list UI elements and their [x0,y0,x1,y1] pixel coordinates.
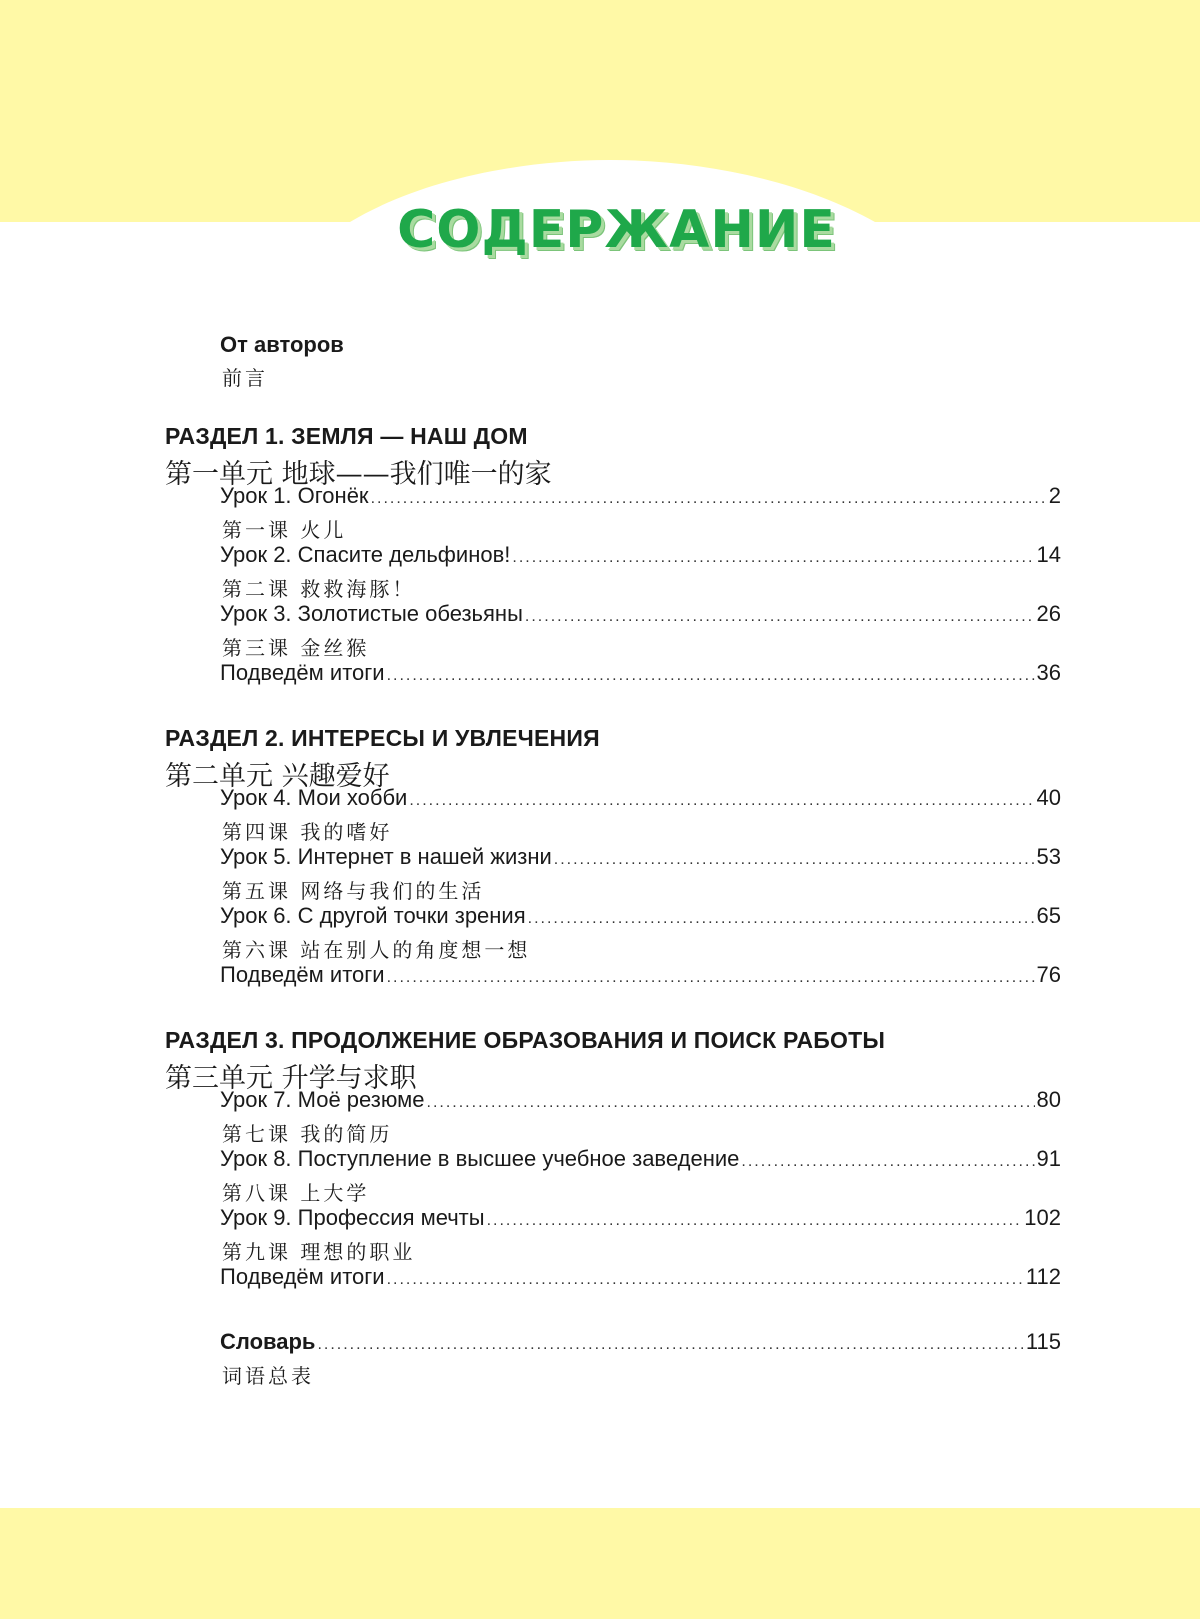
entry-zh: 第三课 金丝猴 [222,636,370,660]
entry-page: 14 [1036,542,1061,567]
toc-entry-lesson-6[interactable] [220,903,1061,929]
entry-zh: 第九课 理想的职业 [222,1240,416,1264]
authors-heading: От авторов [220,332,344,357]
dictionary-zh: 词语总表 [222,1364,314,1388]
toc-entry-lesson-8[interactable] [220,1146,1061,1172]
section-2-heading: РАЗДЕЛ 2. ИНТЕРЕСЫ И УВЛЕЧЕНИЯ [165,725,600,751]
entry-title: Словарь [220,1329,316,1354]
entry-title: Подведём итоги [220,660,385,685]
toc-entry-lesson-7[interactable] [220,1087,1061,1113]
page-title: СОДЕРЖАНИЕ [397,200,836,260]
section-1-heading-zh: 第一单元 地球——我们唯一的家 [165,459,552,490]
entry-title: Подведём итоги [220,1264,385,1289]
entry-zh: 第五课 网络与我们的生活 [222,879,485,903]
entry-title: Урок 5. Интернет в нашей жизни [220,844,552,869]
entry-title: Урок 8. Поступление в высшее учебное заведение [220,1146,740,1171]
entry-page: 2 [1048,483,1061,508]
entry-title: Урок 3. Золотистые обезьяны [220,601,523,626]
entry-page: 112 [1025,1264,1061,1289]
entry-title: Урок 1. Огонёк [220,483,369,508]
entry-page: 36 [1036,660,1061,685]
entry-zh: 第八课 上大学 [222,1181,370,1205]
toc-entry-lesson-4[interactable] [220,785,1061,811]
entry-title: Урок 6. С другой точки зрения [220,903,526,928]
entry-title: Урок 2. Спасите дельфинов! [220,542,511,567]
entry-page: 80 [1036,1087,1061,1112]
toc-entry-lesson-1[interactable] [220,483,1061,509]
section-2-heading-zh: 第二单元 兴趣爱好 [165,761,390,792]
section-3-heading: РАЗДЕЛ 3. ПРОДОЛЖЕНИЕ ОБРАЗОВАНИЯ И ПОИСК РАБОТЫ [165,1027,886,1053]
toc-entry-summary-2[interactable] [220,962,1061,988]
entry-zh: 第四课 我的嗜好 [222,820,393,844]
entry-zh: 第一课 火儿 [222,518,347,542]
toc-entry-lesson-5[interactable] [220,844,1061,870]
entry-zh: 第六课 站在别人的角度想一想 [222,938,531,962]
entry-page: 40 [1036,785,1061,810]
entry-page: 76 [1036,962,1061,987]
entry-page: 65 [1036,903,1061,928]
toc-entry-summary-3[interactable] [220,1264,1061,1290]
bottom-decorative-band [0,1508,1200,1619]
toc-entry-summary-1[interactable] [220,660,1061,686]
entry-title: Урок 4. Мои хобби [220,785,408,810]
entry-page: 115 [1025,1329,1061,1354]
toc-entry-lesson-2[interactable] [220,542,1061,568]
entry-title: Подведём итоги [220,962,385,987]
entry-page: 26 [1036,601,1061,626]
entry-zh: 第二课 救救海豚！ [222,577,416,601]
toc-entry-lesson-3[interactable] [220,601,1061,627]
authors-heading-zh: 前言 [222,366,268,390]
toc-entry-dictionary[interactable] [220,1329,1061,1355]
entry-title: Урок 7. Моё резюме [220,1087,425,1112]
entry-page: 102 [1024,1205,1061,1230]
entry-title: Урок 9. Профессия мечты [220,1205,485,1230]
section-1-heading: РАЗДЕЛ 1. ЗЕМЛЯ — НАШ ДОМ [165,423,528,449]
entry-zh: 第七课 我的简历 [222,1122,393,1146]
entry-page: 53 [1036,844,1061,869]
toc-entry-lesson-9[interactable] [220,1205,1061,1231]
section-3-heading-zh: 第三单元 升学与求职 [165,1063,417,1094]
entry-page: 91 [1036,1146,1061,1171]
